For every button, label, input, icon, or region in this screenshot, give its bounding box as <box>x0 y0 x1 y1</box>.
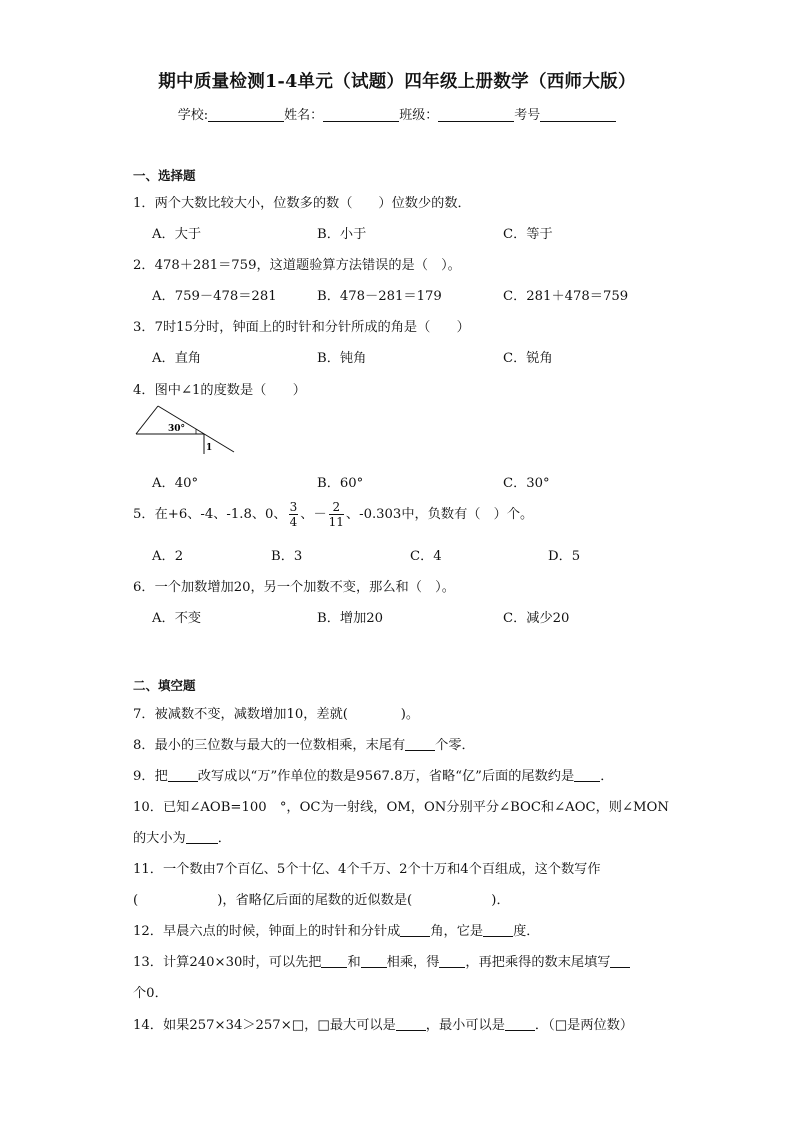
fraction-three-quarters <box>289 500 299 529</box>
q9-blank-2[interactable] <box>574 768 600 782</box>
q13-text-d: ，再把乘得的数末尾填写 <box>465 955 611 970</box>
school-blank[interactable] <box>208 107 284 122</box>
student-info-line <box>0 104 794 123</box>
question-13-line1 <box>133 951 630 970</box>
q5-stem-b: 、-0.303中，负数有（ ）个。 <box>345 507 534 522</box>
q5-separator: 、－ <box>300 507 327 522</box>
q1-stem-a: 1．两个大数比较大小，位数多的数（ <box>133 196 353 211</box>
name-blank[interactable] <box>323 107 399 122</box>
figure-angle-label: 30° <box>168 424 186 434</box>
question-9 <box>133 765 613 784</box>
q13-text-c: 相乘，得 <box>386 955 440 970</box>
q13-text-a: 13．计算240×30时，可以先把 <box>133 955 322 970</box>
q12-text-a: 12．早晨六点的时候，钟面上的时针和分针成 <box>133 924 401 939</box>
q1-option-c[interactable]: C．等于 <box>503 227 553 242</box>
frac2-numerator: 2 <box>329 500 344 515</box>
exam-no-label: 考号 <box>514 108 541 123</box>
q10-blank[interactable] <box>186 830 218 844</box>
figure-left-edge <box>136 406 158 434</box>
q4-option-a[interactable]: A．40° <box>152 476 199 491</box>
q13-blank-4[interactable] <box>610 954 630 968</box>
question-4: 4．图中∠1的度数是（ ） <box>133 383 306 398</box>
q10-text: 的大小为 <box>133 831 186 846</box>
question-5 <box>133 500 533 529</box>
school-label: 学校: <box>177 108 209 123</box>
page-title: 期中质量检测1-4单元（试题）四年级上册数学（西师大版） <box>158 72 636 92</box>
q12-blank-2[interactable] <box>483 923 513 937</box>
q5-option-d[interactable]: D．5 <box>548 549 581 564</box>
q6-option-a[interactable]: A．不变 <box>152 611 202 626</box>
q4-option-b[interactable]: B．60° <box>317 476 364 491</box>
section-fill-heading: 二、填空题 <box>133 678 196 693</box>
q9-text-a: 9．把 <box>133 769 168 784</box>
frac1-denominator: 4 <box>289 515 298 529</box>
class-blank[interactable] <box>438 107 514 122</box>
q2-option-c[interactable]: C．281＋478＝759 <box>503 289 629 304</box>
q8-blank[interactable] <box>405 737 435 751</box>
q5-option-c[interactable]: C．4 <box>410 549 442 564</box>
question-7: 7．被减数不变，减数增加10，差就( )。 <box>133 707 420 722</box>
q5-stem-a: 5．在+6、-4、-1.8、0、 <box>133 507 287 522</box>
question-10-line2 <box>133 827 231 846</box>
question-13-line2: 个0． <box>133 986 168 1001</box>
q13-blank-2[interactable] <box>361 954 387 968</box>
q4-option-c[interactable]: C．30° <box>503 476 550 491</box>
q9-blank-1[interactable] <box>168 768 198 782</box>
q9-text-b: 改写成以“万”作单位的数是9567.8万，省略“亿”后面的尾数约是 <box>197 769 575 784</box>
q12-text-c: 度． <box>513 924 540 939</box>
fraction-two-elevenths <box>329 500 344 529</box>
name-label: 姓名： <box>284 108 324 123</box>
question-8 <box>133 734 475 753</box>
q5-option-b[interactable]: B．3 <box>271 549 303 564</box>
q3-option-a[interactable]: A．直角 <box>152 351 202 366</box>
question-3: 3．7时15分时，钟面上的时针和分针所成的角是（ ） <box>133 320 470 335</box>
question-11-line1: 11．一个数由7个百亿、5个十亿、4个千万、2个十万和4个百组成，这个数写作 <box>133 862 601 877</box>
q2-option-a[interactable]: A．759－478＝281 <box>152 289 277 304</box>
question-6: 6．一个加数增加20，另一个加数不变，那么和（ ）。 <box>133 580 455 595</box>
q14-blank-1[interactable] <box>396 1017 426 1031</box>
q12-text-b: 角，它是 <box>430 924 484 939</box>
q1-stem-b: ）位数少的数． <box>378 196 471 211</box>
question-1 <box>133 192 471 211</box>
q9-text-c: ． <box>600 769 614 784</box>
q13-blank-1[interactable] <box>321 954 347 968</box>
q12-blank-1[interactable] <box>400 923 430 937</box>
figure-angle-1-label: 1 <box>206 443 213 453</box>
exam-no-blank[interactable] <box>540 107 616 122</box>
q1-option-b[interactable]: B．小于 <box>317 227 367 242</box>
q6-option-c[interactable]: C．减少20 <box>503 611 570 626</box>
q2-option-b[interactable]: B．478－281＝179 <box>317 289 442 304</box>
question-14 <box>133 1014 633 1033</box>
q13-text-b: 和 <box>347 955 361 970</box>
q14-text-a: 14．如果257×34＞257×□，□最大可以是 <box>133 1018 396 1033</box>
frac2-denominator: 11 <box>328 515 344 529</box>
question-10-line1: 10．已知∠AOB=100 °，OC为一射线，OM，ON分别平分∠BOC和∠AOC，则∠MON <box>133 800 669 815</box>
q3-option-b[interactable]: B．钝角 <box>317 351 367 366</box>
class-label: 班级： <box>399 108 439 123</box>
question-11-line2: ( )，省略亿后面的尾数的近似数是( )． <box>133 893 510 908</box>
q3-option-c[interactable]: C．锐角 <box>503 351 553 366</box>
q10-end: ． <box>217 831 231 846</box>
q13-blank-3[interactable] <box>439 954 465 968</box>
q14-text-b: ，最小可以是 <box>425 1018 505 1033</box>
q8-text-b: 个零． <box>435 738 475 753</box>
frac1-numerator: 3 <box>289 500 298 514</box>
angle-figure <box>132 402 242 460</box>
question-12 <box>133 920 539 939</box>
q5-option-a[interactable]: A．2 <box>152 549 184 564</box>
q14-blank-2[interactable] <box>505 1017 535 1031</box>
section-choice-heading: 一、选择题 <box>133 168 196 183</box>
q1-option-a[interactable]: A．大于 <box>152 227 202 242</box>
q14-text-c: ．（□是两位数） <box>534 1018 634 1033</box>
q8-text-a: 8．最小的三位数与最大的一位数相乘，末尾有 <box>133 738 406 753</box>
question-2: 2．478＋281＝759，这道题验算方法错误的是（ ）。 <box>133 258 461 273</box>
q6-option-b[interactable]: B．增加20 <box>317 611 384 626</box>
